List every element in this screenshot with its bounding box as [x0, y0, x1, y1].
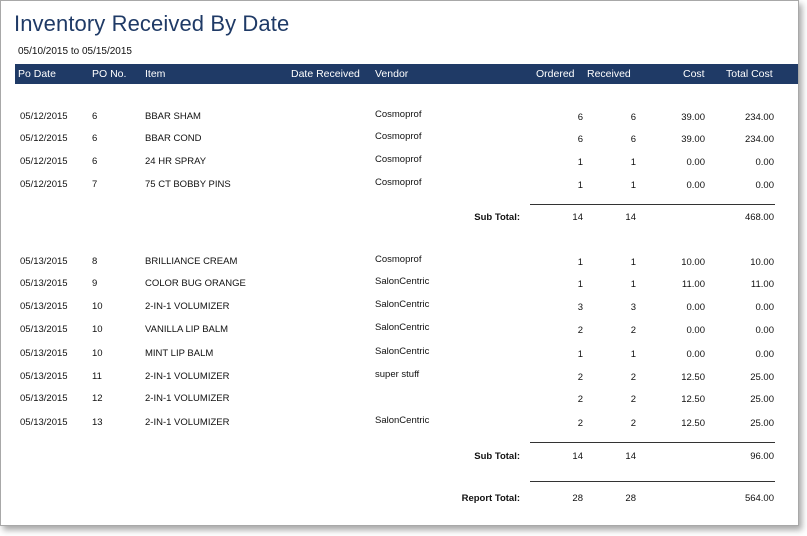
row-total-cost: 0.00 — [755, 302, 774, 313]
row-item: 2-IN-1 VOLUMIZER — [145, 393, 230, 404]
row-po-date: 05/13/2015 — [20, 278, 68, 289]
row-received: 6 — [630, 112, 636, 123]
row-po-no: 10 — [92, 348, 103, 359]
row-total-cost: 10.00 — [750, 257, 774, 268]
row-po-date: 05/12/2015 — [20, 179, 68, 190]
row-received: 3 — [630, 302, 636, 313]
row-po-no: 9 — [92, 278, 98, 289]
row-vendor: SalonCentric — [375, 276, 430, 287]
row-total-cost: 25.00 — [750, 394, 774, 405]
col-cost: Cost — [683, 68, 705, 80]
row-ordered: 3 — [577, 302, 583, 313]
row-vendor: Cosmoprof — [375, 154, 422, 165]
row-vendor: Cosmoprof — [375, 254, 422, 265]
col-total-cost: Total Cost — [726, 68, 773, 80]
row-po-date: 05/13/2015 — [20, 371, 68, 382]
row-ordered: 2 — [577, 372, 583, 383]
row-item: 75 CT BOBBY PINS — [145, 179, 231, 190]
row-vendor: SalonCentric — [375, 415, 430, 426]
row-po-date: 05/12/2015 — [20, 156, 68, 167]
col-po-date: Po Date — [18, 68, 56, 80]
row-cost: 0.00 — [686, 157, 705, 168]
row-po-no: 12 — [92, 393, 103, 404]
report-total-total: 564.00 — [744, 493, 774, 504]
row-po-date: 05/12/2015 — [20, 133, 68, 144]
row-received: 6 — [630, 134, 636, 145]
col-item: Item — [145, 68, 166, 80]
subtotal-received: 14 — [625, 212, 636, 223]
subtotal-ordered: 14 — [572, 451, 583, 462]
row-received: 1 — [630, 349, 636, 360]
row-ordered: 2 — [577, 325, 583, 336]
row-total-cost: 0.00 — [755, 157, 774, 168]
row-po-date: 05/12/2015 — [20, 111, 68, 122]
row-cost: 0.00 — [686, 180, 705, 191]
row-ordered: 1 — [577, 257, 583, 268]
row-received: 1 — [630, 257, 636, 268]
row-total-cost: 234.00 — [744, 134, 774, 145]
row-item: 2-IN-1 VOLUMIZER — [145, 371, 230, 382]
row-po-no: 7 — [92, 179, 98, 190]
row-received: 2 — [630, 418, 636, 429]
subtotal-rule — [530, 442, 775, 443]
row-vendor: Cosmoprof — [375, 131, 422, 142]
row-po-date: 05/13/2015 — [20, 417, 68, 428]
col-date-received: Date Received — [291, 68, 360, 80]
row-po-no: 6 — [92, 133, 98, 144]
row-cost: 10.00 — [681, 257, 705, 268]
row-po-no: 8 — [92, 256, 98, 267]
row-ordered: 2 — [577, 394, 583, 405]
col-ordered: Ordered — [536, 68, 575, 80]
row-po-date: 05/13/2015 — [20, 324, 68, 335]
row-po-date: 05/13/2015 — [20, 256, 68, 267]
row-cost: 11.00 — [681, 279, 705, 290]
row-cost: 0.00 — [686, 325, 705, 336]
row-received: 2 — [630, 372, 636, 383]
row-item: VANILLA LIP BALM — [145, 324, 229, 335]
row-vendor: SalonCentric — [375, 322, 430, 333]
row-cost: 12.50 — [681, 394, 705, 405]
row-ordered: 2 — [577, 418, 583, 429]
row-total-cost: 11.00 — [750, 279, 774, 290]
row-cost: 0.00 — [686, 302, 705, 313]
row-vendor: super stuff — [375, 369, 420, 380]
row-ordered: 1 — [577, 180, 583, 191]
row-cost: 12.50 — [681, 372, 705, 383]
row-po-no: 10 — [92, 324, 103, 335]
table-header — [15, 64, 799, 84]
row-ordered: 6 — [577, 112, 583, 123]
subtotal-label: Sub Total: — [474, 212, 520, 223]
row-po-date: 05/13/2015 — [20, 301, 68, 312]
col-po-no: PO No. — [92, 68, 127, 80]
row-total-cost: 25.00 — [750, 372, 774, 383]
row-po-no: 13 — [92, 417, 103, 428]
row-item: 2-IN-1 VOLUMIZER — [145, 301, 230, 312]
row-received: 2 — [630, 394, 636, 405]
report-total-label: Report Total: — [461, 493, 520, 504]
report-title: Inventory Received By Date — [14, 11, 290, 36]
report-total-rule — [530, 481, 775, 482]
subtotal-ordered: 14 — [572, 212, 583, 223]
col-received: Received — [587, 68, 631, 80]
row-received: 1 — [630, 157, 636, 168]
row-po-no: 6 — [92, 111, 98, 122]
subtotal-label: Sub Total: — [474, 451, 520, 462]
subtotal-total: 96.00 — [750, 451, 774, 462]
row-cost: 12.50 — [681, 418, 705, 429]
row-cost: 0.00 — [686, 349, 705, 360]
row-cost: 39.00 — [681, 134, 705, 145]
row-total-cost: 0.00 — [755, 349, 774, 360]
row-received: 1 — [630, 180, 636, 191]
report-total-received: 28 — [625, 493, 636, 504]
row-total-cost: 0.00 — [755, 180, 774, 191]
row-vendor: Cosmoprof — [375, 177, 422, 188]
row-ordered: 1 — [577, 279, 583, 290]
row-item: BBAR SHAM — [145, 111, 201, 122]
subtotal-total: 468.00 — [744, 212, 774, 223]
row-cost: 39.00 — [681, 112, 705, 123]
row-total-cost: 25.00 — [750, 418, 774, 429]
row-item: BRILLIANCE CREAM — [145, 256, 238, 267]
report-total-ordered: 28 — [572, 493, 583, 504]
row-item: BBAR COND — [145, 133, 202, 144]
row-ordered: 1 — [577, 157, 583, 168]
row-vendor: SalonCentric — [375, 346, 430, 357]
row-total-cost: 0.00 — [755, 325, 774, 336]
row-ordered: 1 — [577, 349, 583, 360]
row-po-no: 6 — [92, 156, 98, 167]
date-range: 05/10/2015 to 05/15/2015 — [18, 46, 132, 57]
row-vendor: SalonCentric — [375, 299, 430, 310]
row-total-cost: 234.00 — [744, 112, 774, 123]
row-received: 1 — [630, 279, 636, 290]
subtotal-rule — [530, 204, 775, 205]
row-po-no: 10 — [92, 301, 103, 312]
row-item: COLOR BUG ORANGE — [145, 278, 246, 289]
row-ordered: 6 — [577, 134, 583, 145]
row-po-date: 05/13/2015 — [20, 348, 68, 359]
row-received: 2 — [630, 325, 636, 336]
col-vendor: Vendor — [375, 68, 409, 80]
row-po-no: 11 — [92, 371, 102, 382]
row-item: 2-IN-1 VOLUMIZER — [145, 417, 230, 428]
row-po-date: 05/13/2015 — [20, 393, 68, 404]
row-item: MINT LIP BALM — [145, 348, 214, 359]
subtotal-received: 14 — [625, 451, 636, 462]
row-item: 24 HR SPRAY — [145, 156, 207, 167]
row-vendor: Cosmoprof — [375, 109, 422, 120]
